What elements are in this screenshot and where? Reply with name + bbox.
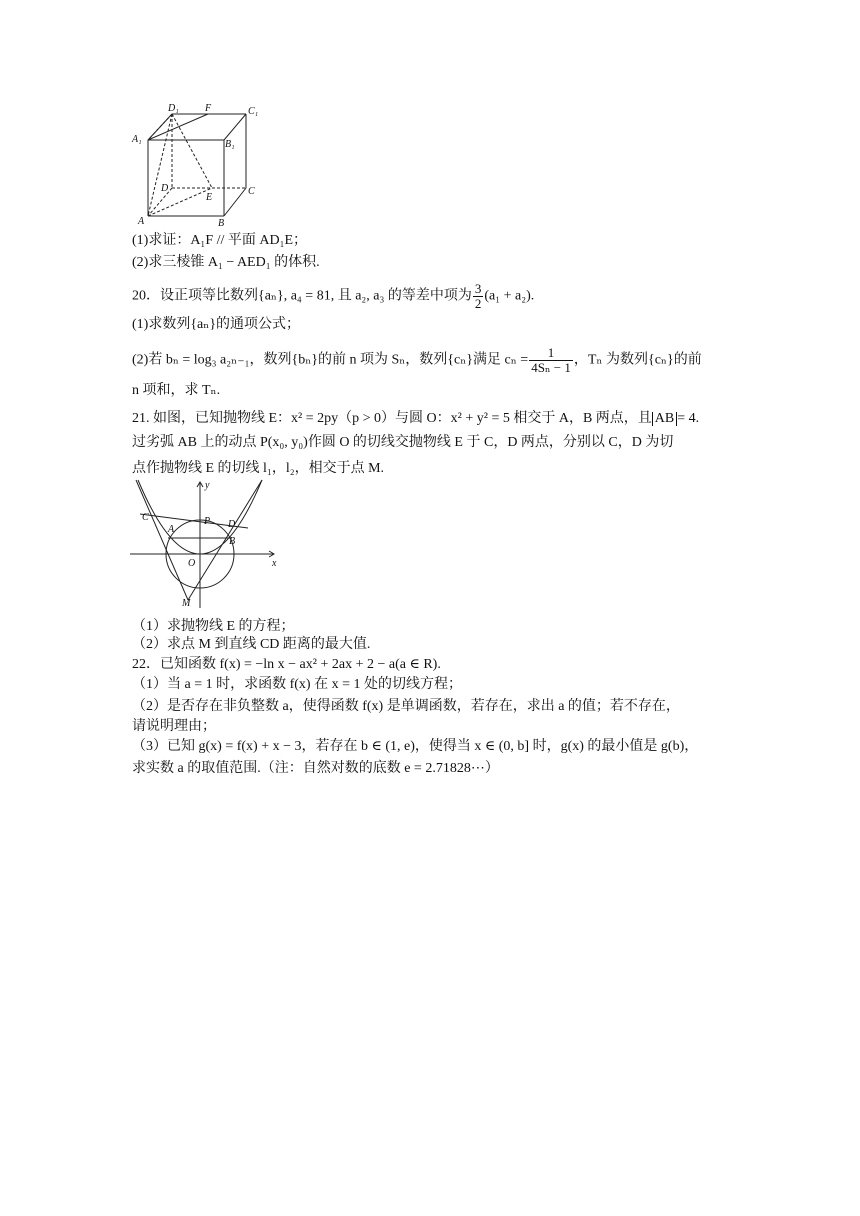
q19-part1: (1)求证：A₁F // 平面 AD₁E； — [132, 233, 308, 248]
q20-part2-fraction-den: 4Sₙ − 1 — [531, 360, 571, 375]
q22-part1: （1）当 a = 1 时，求函数 f(x) 在 x = 1 处的切线方程； — [132, 677, 462, 692]
fig-label-c: C — [142, 512, 149, 523]
q21-part2: （2）求点 M 到直线 CD 距离的最大值. — [132, 637, 371, 652]
q22-part3: （3）已知 g(x) = f(x) + x − 3，若存在 b ∈ (1, e)，使得当 x ∈ (0, b] 时，g(x) 的最小值是 g(b)， — [132, 739, 699, 754]
q21-part1: （1）求抛物线 E 的方程； — [132, 619, 295, 634]
q21-line1 — [132, 410, 699, 428]
q22-part2: （2）是否存在非负整数 a，使得函数 f(x) 是单调函数，若存在，求出 a 的值；若不存在， — [132, 699, 680, 714]
q21-line1-text: 21. 如图，已知抛物线 E：x² = 2py（p > 0）与圆 O：x² + y² = 5 相交于 A，B 两点，且 — [132, 411, 652, 426]
cube-figure — [128, 100, 268, 228]
q21-line2: 过劣弧 AB 上的动点 P(x₀, y₀)作圆 O 的切线交抛物线 E 于 C，D 两点，分别以 C，D 为切 — [132, 435, 674, 450]
cube-label-f: F — [205, 103, 212, 114]
cube-label-c1: C₁ — [248, 106, 259, 117]
q21-abs-ab: AB — [652, 412, 677, 426]
cube-label-d: D — [161, 183, 169, 194]
fig-label-b: B — [229, 536, 236, 547]
q22-part3-cont: 求实数 a 的取值范围.（注：自然对数的底数 e = 2.71828⋯） — [132, 761, 499, 776]
q21-line1-tail: = 4. — [677, 411, 700, 426]
q20-fraction-den: 2 — [474, 296, 482, 311]
fig-label-o: O — [188, 558, 196, 569]
parabola-figure — [126, 478, 282, 610]
fig-label-x: x — [272, 558, 277, 569]
q20-intro — [132, 282, 534, 311]
q20-part2 — [132, 346, 702, 375]
q20-part2-tail: ，Tₙ 为数列{cₙ}的前 — [573, 352, 702, 368]
fig-label-a: A — [168, 524, 175, 535]
q20-intro-tail: (a₁ + a₂). — [484, 288, 535, 304]
cube-label-a1: A₁ — [132, 134, 142, 145]
q20-part2-fraction-num: 1 — [529, 346, 573, 361]
q20-part2-fraction — [529, 346, 573, 375]
cube-label-c: C — [248, 186, 255, 197]
cube-label-a: A — [138, 216, 145, 227]
q20-part2-text: (2)若 bₙ = log₃ a₂ₙ₋₁，数列{bₙ}的前 n 项为 Sₙ，数列{cₙ}满足 cₙ = — [132, 352, 529, 368]
fig-label-y: y — [205, 480, 210, 491]
q20-part1: (1)求数列{aₙ}的通项公式； — [132, 317, 301, 332]
fig-label-m: M — [182, 598, 191, 609]
q20-intro-text: 20．设正项等比数列{aₙ}, a₄ = 81, 且 a₂, a₃ 的等差中项为 — [132, 288, 472, 304]
fig-label-d: D — [228, 519, 236, 530]
q20-part2-cont: n 项和，求 Tₙ. — [132, 383, 221, 398]
fig-label-p: P — [204, 516, 211, 527]
q22-intro: 22．已知函数 f(x) = −ln x − ax² + 2ax + 2 − a(a ∈ R). — [132, 657, 441, 672]
cube-label-d1: D₁ — [168, 103, 179, 114]
q20-fraction-num: 3 — [474, 281, 482, 296]
q21-line3: 点作抛物线 E 的切线 l₁，l₂，相交于点 M. — [132, 461, 385, 476]
cube-label-b: B — [218, 218, 225, 228]
q19-part2: (2)求三棱锥 A₁ − AED₁ 的体积. — [132, 255, 320, 270]
q22-part2-cont: 请说明理由； — [132, 719, 216, 734]
cube-label-b1: B₁ — [225, 139, 235, 150]
q20-fraction — [473, 282, 484, 311]
cube-label-e: E — [206, 192, 213, 203]
